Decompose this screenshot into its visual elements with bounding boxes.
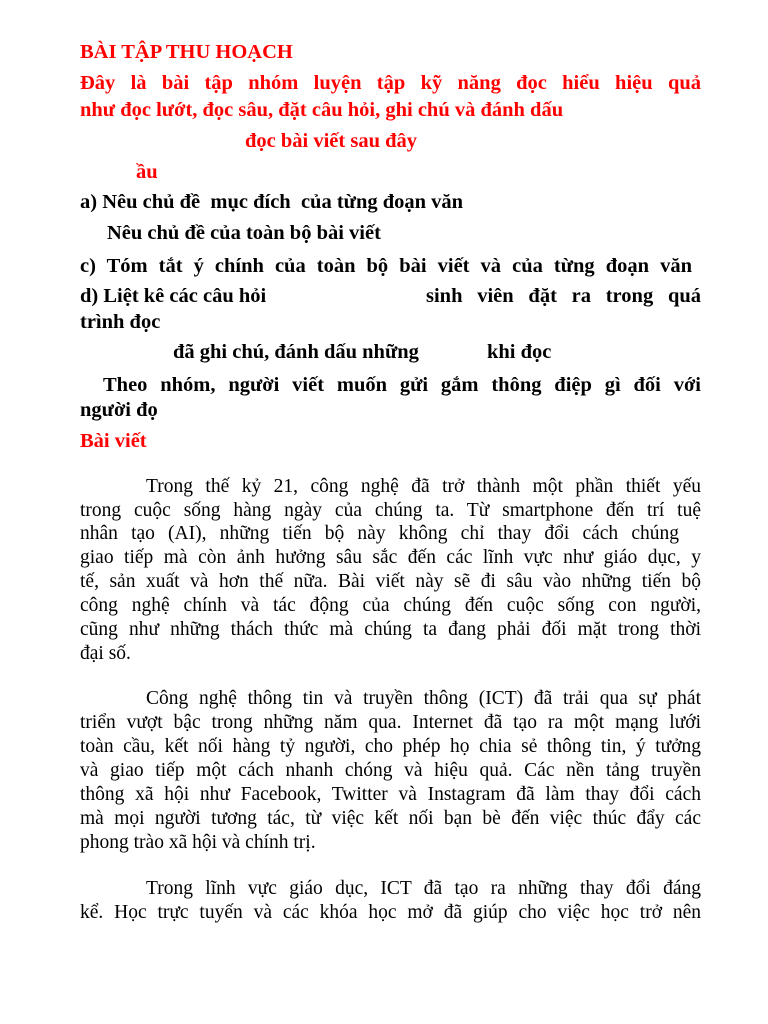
paragraph-2-line: mà mọi người tương tác, từ việc kết nối bạn bè đến việc thúc đẩy các	[80, 808, 701, 829]
task-d-part1: d) Liệt kê các câu hỏi	[80, 285, 267, 307]
paragraph-2-line: và giao tiếp một cách nhanh chóng và hiệu quả. Các nền tảng truyền	[80, 760, 701, 781]
task-f-line1: Theo nhóm, người viết muốn gửi gắm thông điệp gì đối với	[103, 374, 701, 396]
paragraph-1-line: đại số.	[80, 643, 131, 664]
task-a: a) Nêu chủ đề mục đích của từng đoạn văn	[80, 191, 464, 213]
task-f-line2: người đọ	[80, 399, 158, 421]
paragraph-2-line: toàn cầu, kết nối hàng tỷ người, cho phép họ chia sẻ thông tin, ý tưởng	[80, 736, 701, 757]
intro-line-4: ầu	[136, 161, 158, 183]
paragraph-1-line: giao tiếp mà còn ảnh hưởng sâu sắc đến các lĩnh vực như giáo dục, y	[80, 547, 701, 568]
paragraph-1-line: trong cuộc sống hàng ngày của chúng ta. Từ smartphone đến trí tuệ	[80, 500, 701, 521]
paragraph-1-line: nhân tạo (AI), những tiến bộ này không chỉ thay đổi cách chúng	[80, 523, 679, 544]
task-e-part1: đã ghi chú, đánh dấu những	[173, 341, 419, 363]
task-d-part2: sinh viên đặt ra trong quá	[426, 285, 701, 307]
paragraph-3-line: kể. Học trực tuyến và các khóa học mở đã giúp cho việc học trở nên	[80, 902, 701, 923]
paragraph-1-line: cũng như những thách thức mà chúng ta đang phải đối mặt trong thời	[80, 619, 701, 640]
task-b: Nêu chủ đề của toàn bộ bài viết	[107, 222, 381, 244]
paragraph-2-line: Công nghệ thông tin và truyền thông (ICT) đã trải qua sự phát	[146, 688, 701, 709]
paragraph-1-line: tế, sản xuất và hơn thế nữa. Bài viết này sẽ đi sâu vào những tiến bộ	[80, 571, 701, 592]
document-title: BÀI TẬP THU HOẠCH	[80, 41, 293, 63]
task-c: c) Tóm tắt ý chính của toàn bộ bài viết và của từng đoạn văn	[80, 255, 692, 277]
intro-line-3: đọc bài viết sau đây	[245, 130, 417, 152]
intro-line-2: như đọc lướt, đọc sâu, đặt câu hỏi, ghi chú và đánh dấu	[80, 99, 564, 121]
paragraph-1-line: công nghệ chính và tác động của chúng đến cuộc sống con người,	[80, 595, 701, 616]
intro-line-1: Đây là bài tập nhóm luyện tập kỹ năng đọc hiểu hiệu quả	[80, 72, 701, 94]
paragraph-1-line: Trong thế kỷ 21, công nghệ đã trở thành một phần thiết yếu	[146, 476, 701, 497]
paragraph-2-line: thông xã hội như Facebook, Twitter và Instagram đã làm thay đổi cách	[80, 784, 701, 805]
paragraph-2-line: phong trào xã hội và chính trị.	[80, 832, 316, 853]
task-e-part2: khi đọc	[487, 341, 552, 363]
paragraph-3-line: Trong lĩnh vực giáo dục, ICT đã tạo ra những thay đổi đáng	[146, 878, 701, 899]
task-d-line2: trình đọc	[80, 311, 161, 333]
paragraph-2-line: triển vượt bậc trong những năm qua. Internet đã tạo ra một mạng lưới	[80, 712, 701, 733]
article-heading: Bài viết	[80, 430, 147, 452]
